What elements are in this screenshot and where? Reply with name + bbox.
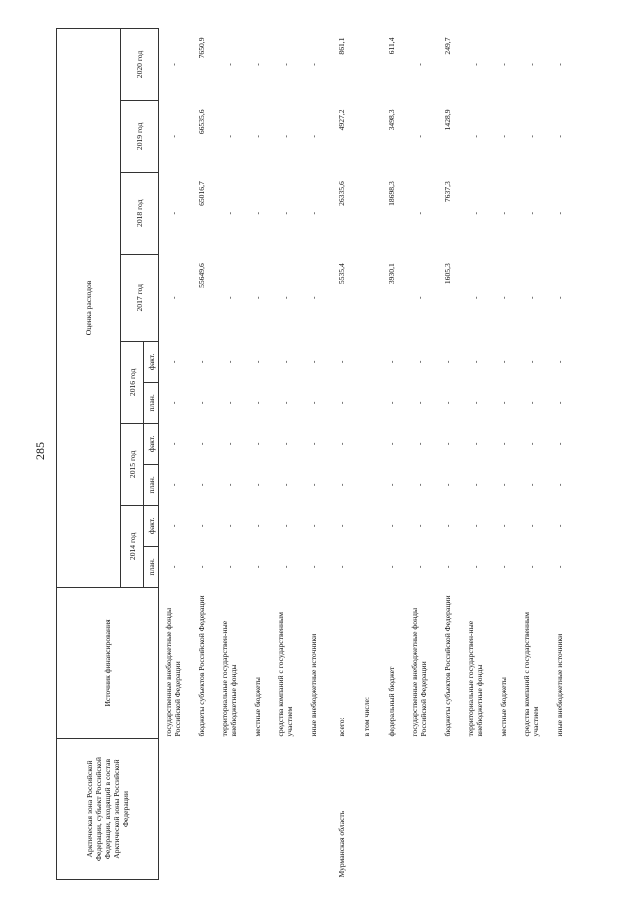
value-cell: -	[498, 135, 508, 138]
value-cell: -	[252, 211, 262, 215]
value-cell: -	[252, 483, 262, 487]
header-year-2018: 2018 год	[121, 172, 159, 254]
value-cell: -	[308, 565, 318, 569]
region-cell	[187, 739, 215, 880]
value-cell: -	[336, 483, 346, 487]
table-row	[271, 29, 299, 880]
value-cell: -	[336, 565, 346, 569]
header-zone: Арктическая зона Российской Федерации, субъект Российской Федерации, входящий в состав Арктической зоны Российской Федерации	[57, 739, 159, 880]
region-cell	[405, 739, 433, 880]
header-fact-2014: факт.	[144, 505, 159, 546]
value-cell: 3930,1	[386, 263, 396, 285]
value-cell	[355, 546, 377, 587]
source-cell: государственные внебюджетные фонды Российской Федерации	[164, 607, 182, 737]
source-cell: в том числе:	[361, 696, 371, 737]
value-cell: -	[498, 442, 508, 446]
header-year-2015: 2015 год	[121, 423, 144, 505]
table-body	[159, 29, 574, 880]
table-row	[461, 29, 489, 880]
value-cell: -	[554, 211, 564, 215]
value-cell: -	[252, 401, 262, 405]
value-cell: -	[308, 483, 318, 487]
header-year-2017: 2017 год	[121, 254, 159, 341]
value-cell: -	[168, 524, 178, 528]
value-cell: -	[168, 360, 178, 364]
value-cell: -	[386, 524, 396, 528]
value-cell: -	[414, 63, 424, 66]
value-cell: -	[526, 565, 536, 569]
header-fact-2016: факт.	[144, 341, 159, 382]
region-cell	[299, 739, 327, 880]
value-cell: -	[196, 483, 206, 487]
value-cell: -	[280, 565, 290, 569]
value-cell	[355, 29, 377, 101]
value-cell: -	[498, 63, 508, 66]
value-cell: -	[252, 135, 262, 138]
value-cell: -	[414, 360, 424, 364]
source-cell: всего:	[336, 717, 346, 737]
value-cell: -	[196, 360, 206, 364]
value-cell: -	[554, 63, 564, 66]
source-cell: иные внебюджетные источники	[554, 633, 564, 737]
region-cell	[461, 739, 489, 880]
value-cell: 4927,2	[336, 109, 346, 131]
value-cell: 861,1	[336, 37, 346, 55]
table-row	[215, 29, 243, 880]
value-cell: -	[252, 360, 262, 364]
value-cell: -	[252, 524, 262, 528]
value-cell: 1605,3	[442, 263, 452, 285]
header-fact-2015: факт.	[144, 423, 159, 464]
value-cell: 611,4	[386, 37, 396, 55]
value-cell: -	[414, 565, 424, 569]
value-cell: -	[442, 483, 452, 487]
value-cell: -	[526, 211, 536, 215]
value-cell	[355, 382, 377, 423]
value-cell: -	[442, 565, 452, 569]
value-cell: -	[554, 483, 564, 487]
page-number: 285	[33, 442, 47, 460]
header-year-2014: 2014 год	[121, 505, 144, 587]
header-year-2016: 2016 год	[121, 341, 144, 423]
value-cell	[355, 172, 377, 254]
value-cell: -	[442, 360, 452, 364]
value-cell: -	[308, 442, 318, 446]
value-cell: -	[168, 401, 178, 405]
table-row	[433, 29, 461, 880]
value-cell: 66535,6	[196, 109, 206, 135]
table-row	[327, 29, 355, 880]
value-cell: -	[224, 296, 234, 300]
value-cell: -	[498, 360, 508, 364]
value-cell: 26335,6	[336, 181, 346, 206]
value-cell: -	[526, 442, 536, 446]
value-cell: -	[224, 401, 234, 405]
table-row	[489, 29, 517, 880]
table-row	[159, 29, 188, 880]
source-cell: иные внебюджетные источники	[308, 633, 318, 737]
value-cell: -	[526, 63, 536, 66]
value-cell: -	[168, 565, 178, 569]
value-cell: -	[414, 211, 424, 215]
value-cell: -	[168, 135, 178, 138]
source-cell: территориальные государствен-ные внебюджетные фонды	[466, 620, 484, 737]
value-cell: -	[470, 524, 480, 528]
value-cell: -	[224, 442, 234, 446]
header-year-2020: 2020 год	[121, 29, 159, 101]
value-cell: -	[224, 565, 234, 569]
value-cell: -	[470, 401, 480, 405]
value-cell: 18698,3	[386, 181, 396, 206]
value-cell: -	[224, 211, 234, 215]
value-cell: -	[386, 360, 396, 364]
value-cell: -	[498, 211, 508, 215]
header-plan-2014: план.	[144, 546, 159, 587]
value-cell: -	[554, 401, 564, 405]
value-cell: -	[470, 483, 480, 487]
value-cell: -	[224, 360, 234, 364]
table-row	[545, 29, 573, 880]
table-row	[405, 29, 433, 880]
value-cell	[355, 464, 377, 505]
value-cell: -	[196, 401, 206, 405]
value-cell: -	[554, 135, 564, 138]
header-estimate: Оценка расходов	[57, 29, 121, 588]
value-cell	[355, 100, 377, 172]
value-cell	[355, 423, 377, 464]
value-cell: -	[252, 565, 262, 569]
value-cell: -	[280, 483, 290, 487]
value-cell: -	[196, 442, 206, 446]
table-row	[299, 29, 327, 880]
value-cell: -	[280, 524, 290, 528]
region-cell	[433, 739, 461, 880]
header-year-2019: 2019 год	[121, 100, 159, 172]
value-cell: -	[554, 360, 564, 364]
value-cell: -	[168, 483, 178, 487]
value-cell: -	[414, 135, 424, 138]
region-cell	[243, 739, 271, 880]
region-cell	[545, 739, 573, 880]
value-cell: -	[442, 401, 452, 405]
value-cell: -	[442, 524, 452, 528]
expenditure-table-wrapper	[56, 28, 616, 880]
value-cell: -	[498, 483, 508, 487]
value-cell: -	[252, 442, 262, 446]
value-cell: -	[308, 63, 318, 66]
value-cell: -	[554, 442, 564, 446]
expenditure-table	[56, 28, 573, 880]
value-cell: -	[168, 442, 178, 446]
value-cell: -	[224, 483, 234, 487]
value-cell: -	[470, 565, 480, 569]
value-cell: -	[498, 565, 508, 569]
value-cell	[355, 505, 377, 546]
source-cell: федеральный бюджет	[386, 666, 396, 737]
value-cell: -	[336, 524, 346, 528]
value-cell: -	[470, 211, 480, 215]
value-cell: -	[252, 296, 262, 300]
header-plan-2015: план.	[144, 464, 159, 505]
region-cell	[489, 739, 517, 880]
value-cell: -	[336, 401, 346, 405]
value-cell: 65016,7	[196, 181, 206, 206]
region-cell: Мурманская область	[336, 810, 346, 878]
region-cell	[271, 739, 299, 880]
value-cell: 5535,4	[336, 263, 346, 285]
value-cell: -	[308, 135, 318, 138]
source-cell: государственные внебюджетные фонды Российской Федерации	[410, 607, 428, 737]
value-cell: -	[280, 360, 290, 364]
source-cell: средства компаний с государственным участием	[276, 612, 294, 737]
value-cell: -	[280, 296, 290, 300]
value-cell: -	[414, 524, 424, 528]
value-cell: -	[386, 401, 396, 405]
value-cell: -	[414, 483, 424, 487]
value-cell: 3498,3	[386, 109, 396, 131]
region-cell	[377, 739, 405, 880]
value-cell: -	[470, 135, 480, 138]
value-cell: -	[252, 63, 262, 66]
value-cell: -	[224, 135, 234, 138]
value-cell: -	[386, 483, 396, 487]
value-cell	[355, 254, 377, 341]
value-cell: -	[280, 135, 290, 138]
value-cell: -	[554, 524, 564, 528]
value-cell: -	[308, 296, 318, 300]
value-cell	[355, 341, 377, 382]
value-cell: -	[526, 135, 536, 138]
value-cell: -	[386, 565, 396, 569]
table-row	[355, 29, 377, 880]
value-cell: -	[308, 211, 318, 215]
value-cell: -	[470, 442, 480, 446]
source-cell: местные бюджеты	[498, 677, 508, 737]
value-cell: -	[280, 401, 290, 405]
value-cell: -	[308, 401, 318, 405]
value-cell: -	[498, 401, 508, 405]
region-cell	[159, 739, 188, 880]
value-cell: -	[414, 401, 424, 405]
value-cell: -	[280, 211, 290, 215]
value-cell: 7650,9	[196, 37, 206, 59]
value-cell: -	[336, 442, 346, 446]
value-cell: -	[526, 483, 536, 487]
value-cell: -	[224, 524, 234, 528]
value-cell: -	[414, 296, 424, 300]
source-cell: местные бюджеты	[252, 677, 262, 737]
value-cell: -	[168, 211, 178, 215]
value-cell: -	[308, 524, 318, 528]
value-cell: -	[386, 442, 396, 446]
source-cell: средства компаний с государственным участием	[522, 612, 540, 737]
value-cell: -	[196, 565, 206, 569]
value-cell: -	[168, 296, 178, 300]
region-cell	[355, 739, 377, 880]
value-cell: -	[526, 524, 536, 528]
value-cell: -	[280, 442, 290, 446]
table-row	[243, 29, 271, 880]
value-cell: -	[554, 565, 564, 569]
value-cell: -	[336, 360, 346, 364]
value-cell: -	[196, 524, 206, 528]
value-cell: -	[526, 401, 536, 405]
source-cell: бюджеты субъектов Российской Федерации	[442, 595, 452, 737]
table-row	[517, 29, 545, 880]
value-cell: 1428,9	[442, 109, 452, 131]
source-cell: бюджеты субъектов Российской Федерации	[196, 595, 206, 737]
value-cell: -	[442, 442, 452, 446]
value-cell: -	[498, 524, 508, 528]
value-cell: -	[498, 296, 508, 300]
header-source: Источник финансирования	[57, 587, 159, 738]
value-cell: -	[470, 360, 480, 364]
value-cell: -	[308, 360, 318, 364]
value-cell: -	[168, 63, 178, 66]
value-cell: -	[470, 296, 480, 300]
value-cell: -	[554, 296, 564, 300]
value-cell: -	[224, 63, 234, 66]
value-cell: -	[470, 63, 480, 66]
value-cell: -	[414, 442, 424, 446]
source-cell: территориальные государствен-ные внебюджетные фонды	[220, 620, 238, 737]
header-plan-2016: план.	[144, 382, 159, 423]
region-cell	[215, 739, 243, 880]
value-cell: -	[526, 360, 536, 364]
value-cell: 55649,6	[196, 263, 206, 288]
table-row	[377, 29, 405, 880]
table-row	[187, 29, 215, 880]
value-cell: -	[526, 296, 536, 300]
value-cell: 249,7	[442, 37, 452, 55]
value-cell: -	[280, 63, 290, 66]
region-cell	[517, 739, 545, 880]
value-cell: 7637,3	[442, 181, 452, 203]
